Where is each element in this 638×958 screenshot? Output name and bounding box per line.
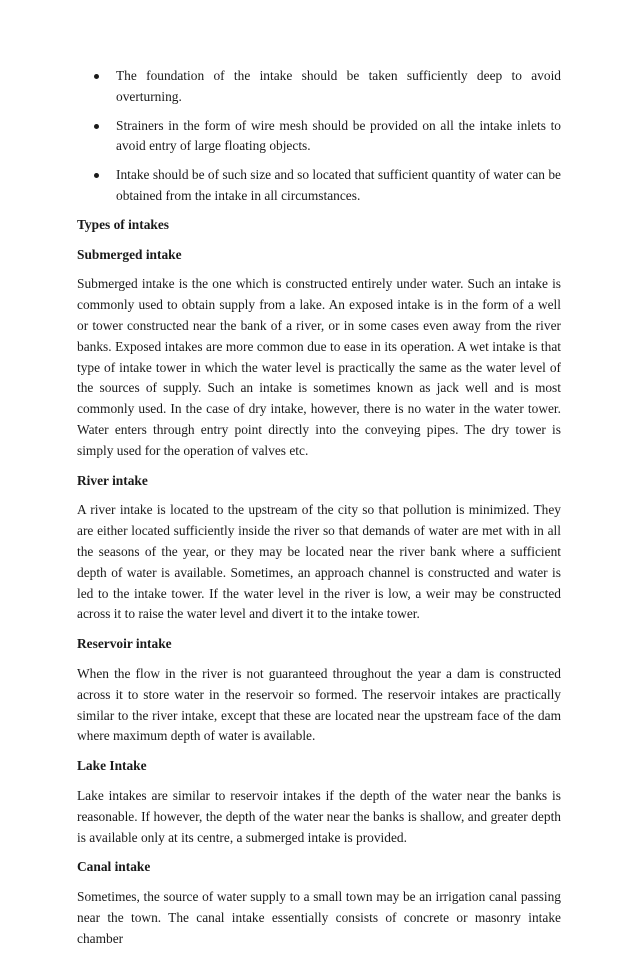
- bullet-icon: [94, 173, 99, 178]
- list-item: [77, 66, 561, 108]
- list-item: [77, 165, 561, 207]
- lake-intake-paragraph: Lake intakes are similar to reservoir intakes if the depth of the water near the banks is reasonable. If however, the depth of the water near the banks is shallow, and greater depth is available only at its centre, a submerged intake is provided.: [77, 787, 561, 845]
- reservoir-intake-paragraph: When the flow in the river is not guaranteed throughout the year a dam is constructed across it to store water in the reservoir so formed. The reservoir intakes are practically similar to the river intake, except that these are located near the upstream face of the dam where maximum depth of water is available.: [77, 665, 561, 744]
- bullet-icon: [94, 124, 99, 129]
- bullet-icon: [94, 74, 99, 79]
- canal-intake-paragraph: Sometimes, the source of water supply to a small town may be an irrigation canal passing near the town. The canal intake essentially consists of concrete or masonry intake chamber: [77, 889, 561, 946]
- canal-intake-heading: Canal intake: [77, 859, 151, 875]
- bullet-list: [77, 66, 561, 207]
- list-item: [77, 116, 561, 158]
- lake-intake-heading: Lake Intake: [77, 758, 147, 774]
- submerged-intake-heading: Submerged intake: [77, 246, 182, 262]
- bullet-text: Strainers in the form of wire mesh should be provided on all the intake inlets to avoid entry of large floating objects.: [116, 117, 561, 154]
- river-intake-heading: River intake: [77, 472, 148, 488]
- bullet-text: The foundation of the intake should be taken sufficiently deep to avoid overturning.: [116, 68, 561, 104]
- reservoir-intake-heading: Reservoir intake: [77, 636, 172, 652]
- types-heading: Types of intakes: [77, 216, 170, 232]
- bullet-text: Intake should be of such size and so located that sufficient quantity of water can be obtained from the intake in all circumstances.: [116, 167, 561, 203]
- submerged-intake-paragraph: Submerged intake is the one which is constructed entirely under water. Such an intake is commonly used to obtain supply from a lake. An exposed intake is in the form of a well or tower constructed near the bank of a river, or in some cases even away from the river banks. Exposed intakes are more common due to ease in its operation. A wet intake is that type of intake tower in which the water level is practically the same as the water level of the sources of supply. Such an intake is sometimes known as jack well and is most commonly used. In the case of dry intake, however, there is no water in the water tower. Water enters through entry point directly into the conveying pipes. The dry tower is simply used for the operation of valves etc.: [77, 276, 561, 458]
- river-intake-paragraph: A river intake is located to the upstream of the city so that pollution is minimized. They are either located sufficiently inside the river so that demands of water are met with in all the seasons of the year, or they may be located near the river bank where a sufficient depth of water is available. Sometimes, an approach channel is constructed and water is led to the intake tower. If the water level in the river is low, a weir may be constructed across it to raise the water level and divert it to the intake tower.: [77, 502, 561, 622]
- document-page: [77, 66, 561, 958]
